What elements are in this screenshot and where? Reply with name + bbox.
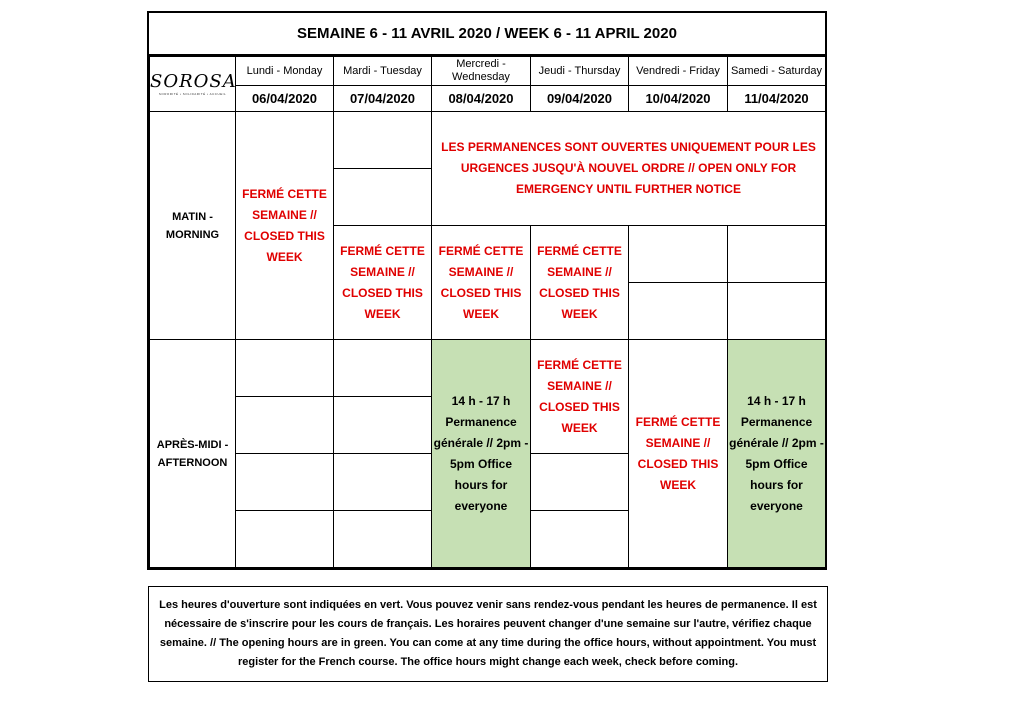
date-thursday: 09/04/2020 bbox=[531, 86, 629, 112]
friday-morning-slot-1 bbox=[629, 226, 728, 283]
monday-morning-closed: FERMÉ CETTE SEMAINE // CLOSED THIS WEEK bbox=[236, 112, 334, 340]
tuesday-afternoon-slot-3 bbox=[334, 454, 432, 511]
monday-afternoon-slot-1 bbox=[236, 340, 334, 397]
tuesday-morning-closed: FERMÉ CETTE SEMAINE // CLOSED THIS WEEK bbox=[334, 226, 432, 340]
thursday-afternoon-closed: FERMÉ CETTE SEMAINE // CLOSED THIS WEEK bbox=[531, 340, 629, 454]
tuesday-afternoon-slot-2 bbox=[334, 397, 432, 454]
logo-text: SOROSA bbox=[150, 71, 237, 92]
friday-afternoon-closed: FERMÉ CETTE SEMAINE // CLOSED THIS WEEK bbox=[629, 340, 728, 568]
tuesday-morning-slot-1 bbox=[334, 112, 432, 169]
date-tuesday: 07/04/2020 bbox=[334, 86, 432, 112]
period-morning: MATIN - MORNING bbox=[150, 112, 236, 340]
wednesday-morning-closed: FERMÉ CETTE SEMAINE // CLOSED THIS WEEK bbox=[432, 226, 531, 340]
thursday-morning-closed: FERMÉ CETTE SEMAINE // CLOSED THIS WEEK bbox=[531, 226, 629, 340]
saturday-morning-slot-2 bbox=[728, 283, 826, 340]
monday-afternoon-slot-3 bbox=[236, 454, 334, 511]
schedule-title: SEMAINE 6 - 11 AVRIL 2020 / WEEK 6 - 11 APRIL 2020 bbox=[149, 13, 825, 56]
emergency-notice: LES PERMANENCES SONT OUVERTES UNIQUEMENT POUR LES URGENCES JUSQU'À NOUVEL ORDRE // OPEN ONLY FOR EMERGENCY UNTIL FURTHER NOTICE bbox=[432, 112, 826, 226]
tuesday-afternoon-slot-4 bbox=[334, 511, 432, 568]
date-monday: 06/04/2020 bbox=[236, 86, 334, 112]
schedule-sheet bbox=[147, 11, 827, 570]
period-afternoon: APRÈS-MIDI - AFTERNOON bbox=[150, 340, 236, 568]
thursday-afternoon-slot-1 bbox=[531, 454, 629, 511]
friday-morning-slot-2 bbox=[629, 283, 728, 340]
thursday-afternoon-slot-2 bbox=[531, 511, 629, 568]
date-wednesday: 08/04/2020 bbox=[432, 86, 531, 112]
day-label-thursday: Jeudi - Thursday bbox=[531, 57, 629, 86]
date-friday: 10/04/2020 bbox=[629, 86, 728, 112]
monday-afternoon-slot-4 bbox=[236, 511, 334, 568]
day-label-wednesday: Mercredi - Wednesday bbox=[432, 57, 531, 86]
schedule-table bbox=[149, 56, 826, 568]
saturday-afternoon-open: 14 h - 17 h Permanence générale // 2pm - 5pm Office hours for everyone bbox=[728, 340, 826, 568]
day-label-tuesday: Mardi - Tuesday bbox=[334, 57, 432, 86]
day-label-friday: Vendredi - Friday bbox=[629, 57, 728, 86]
monday-afternoon-slot-2 bbox=[236, 397, 334, 454]
day-label-monday: Lundi - Monday bbox=[236, 57, 334, 86]
logo-subtitle: SORORITÉ • SOLIDARITÉ • ACCUEIL bbox=[158, 92, 227, 96]
logo bbox=[150, 57, 236, 112]
footer-note: Les heures d'ouverture sont indiquées en vert. Vous pouvez venir sans rendez-vous pendant les heures de permanence. Il est nécessaire de s'inscrire pour les cours de français. Les horaires peuvent changer d'une semaine sur l'autre, vérifiez chaque semaine. // The opening hours are in green. You can come at any time during the office hours, without appointment. You must register for the French course. The office hours might change each week, check before coming. bbox=[148, 586, 828, 682]
tuesday-afternoon-slot-1 bbox=[334, 340, 432, 397]
tuesday-morning-slot-2 bbox=[334, 169, 432, 226]
day-label-saturday: Samedi - Saturday bbox=[728, 57, 826, 86]
saturday-morning-slot-1 bbox=[728, 226, 826, 283]
wednesday-afternoon-open: 14 h - 17 h Permanence générale // 2pm - 5pm Office hours for everyone bbox=[432, 340, 531, 568]
date-saturday: 11/04/2020 bbox=[728, 86, 826, 112]
